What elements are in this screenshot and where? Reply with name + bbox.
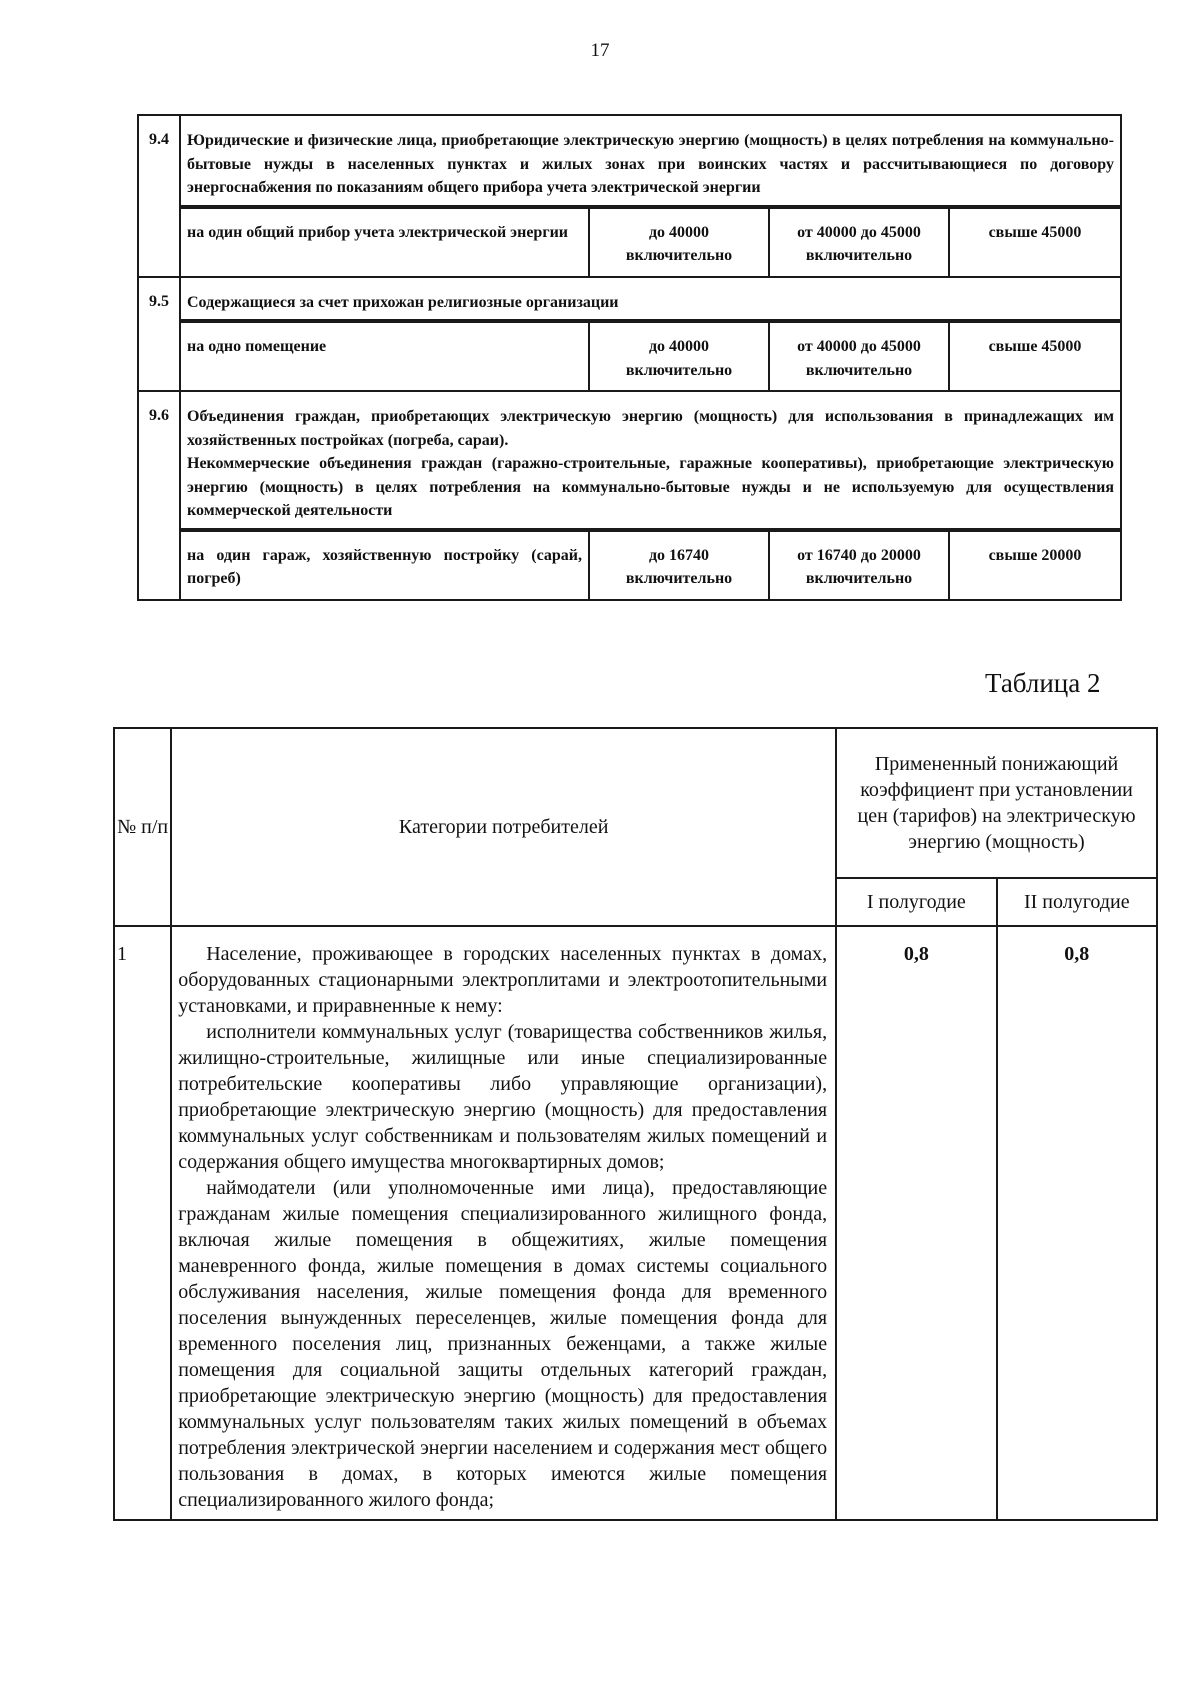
range-cell: до 16740 включительно	[589, 531, 769, 599]
range-cell: от 16740 до 20000 включительно	[769, 531, 949, 599]
range-cell: до 40000 включительно	[589, 322, 769, 390]
description-paragraph: Объединения граждан, приобретающих электрическую энергию (мощность) для использования в принадлежащих им хозяйственных постройках (погреба, сараи).	[187, 408, 1114, 449]
header-row	[114, 728, 1157, 878]
header-number: № п/п	[114, 728, 171, 926]
description-paragraph: исполнители коммунальных услуг (товарищества собственников жилья, жилищно-строительные, жилищные или иные специализированные потребительские кооперативы либо управляющие организации), приобретающие электрическую энергию (мощность) для предоставления коммунальных услуг собственникам и пользователям жилых помещений и содержания общего имущества многоквартирных домов;	[178, 1021, 828, 1173]
row-description	[171, 926, 836, 1520]
coefficient-half-2: 0,8	[997, 926, 1157, 1520]
table-row	[114, 926, 1157, 1520]
page-number: 17	[590, 40, 610, 61]
table-row	[138, 115, 1121, 206]
row-number: 9.5	[138, 277, 180, 392]
header-half-2: II полугодие	[997, 878, 1157, 926]
table-row	[181, 531, 1120, 599]
unit-cell: на одно помещение	[181, 322, 589, 390]
header-coefficient: Примененный понижающий коэффициент при установлении цен (тарифов) на электрическую энергию (мощность)	[836, 728, 1157, 878]
range-cell: свыше 20000	[949, 531, 1120, 599]
unit-cell: на один гараж, хозяйственную постройку (сарай, погреб)	[181, 531, 589, 599]
row-number: 9.4	[138, 115, 180, 277]
row-number: 1	[114, 926, 171, 1520]
range-cell: от 40000 до 45000 включительно	[769, 208, 949, 276]
range-cell: свыше 45000	[949, 208, 1120, 276]
range-cell: от 40000 до 45000 включительно	[769, 322, 949, 390]
header-half-1: I полугодие	[836, 878, 996, 926]
description-paragraph: Некоммерческие объединения граждан (гаражно-строительные, гаражные кооперативы), приобретающие электрическую энергию (мощность) в целях потребления на коммунально-бытовые нужды и не используемую для осуществления коммерческой деятельности	[187, 455, 1114, 519]
tariff-ranges-table	[137, 114, 1122, 601]
description-paragraph: наймодатели (или уполномоченные ими лица), предоставляющие гражданам жилые помещения специализированного жилищного фонда, включая жилые помещения в общежитиях, жилые помещения маневренного фонда, жилые помещения в домах системы социального обслуживания населения, жилые помещения фонда для временного поселения вынужденных переселенцев, жилые помещения фонда для временного поселения лиц, признанных беженцами, а также жилые помещения для социальной защиты отдельных категорий граждан, приобретающие электрическую энергию (мощность) для предоставления коммунальных услуг пользователям таких жилых помещений в объемах потребления электрической энергии населением и содержания мест общего пользования в домах, в которых имеются жилые помещения специализированного жилого фонда;	[178, 1177, 828, 1511]
table-caption: Таблица 2	[985, 668, 1101, 698]
coefficient-table	[113, 727, 1158, 1521]
row-description: Содержащиеся за счет прихожан религиозные организации	[180, 277, 1121, 321]
table-row	[181, 208, 1120, 276]
range-cell: свыше 45000	[949, 322, 1120, 390]
row-description	[180, 391, 1121, 529]
range-cell: до 40000 включительно	[589, 208, 769, 276]
row-number: 9.6	[138, 391, 180, 600]
unit-cell: на один общий прибор учета электрической энергии	[181, 208, 589, 276]
table-row	[181, 322, 1120, 390]
coefficient-half-1: 0,8	[836, 926, 996, 1520]
table-row	[138, 391, 1121, 529]
description-paragraph: Население, проживающее в городских населенных пунктах в домах, оборудованных стационарными электроплитами и электроотопительными установками, и приравненные к нему:	[178, 943, 828, 1017]
header-categories: Категории потребителей	[171, 728, 836, 926]
ranges-subtable	[181, 530, 1120, 599]
row-description: Юридические и физические лица, приобретающие электрическую энергию (мощность) в целях потребления на коммунально-бытовые нужды в населенных пунктах и жилых зонах при воинских частях и рассчитывающиеся по договору энергоснабжения по показаниям общего прибора учета электрической энергии	[180, 115, 1121, 206]
ranges-subtable	[181, 321, 1120, 390]
ranges-subtable	[181, 207, 1120, 276]
table-row	[138, 277, 1121, 321]
